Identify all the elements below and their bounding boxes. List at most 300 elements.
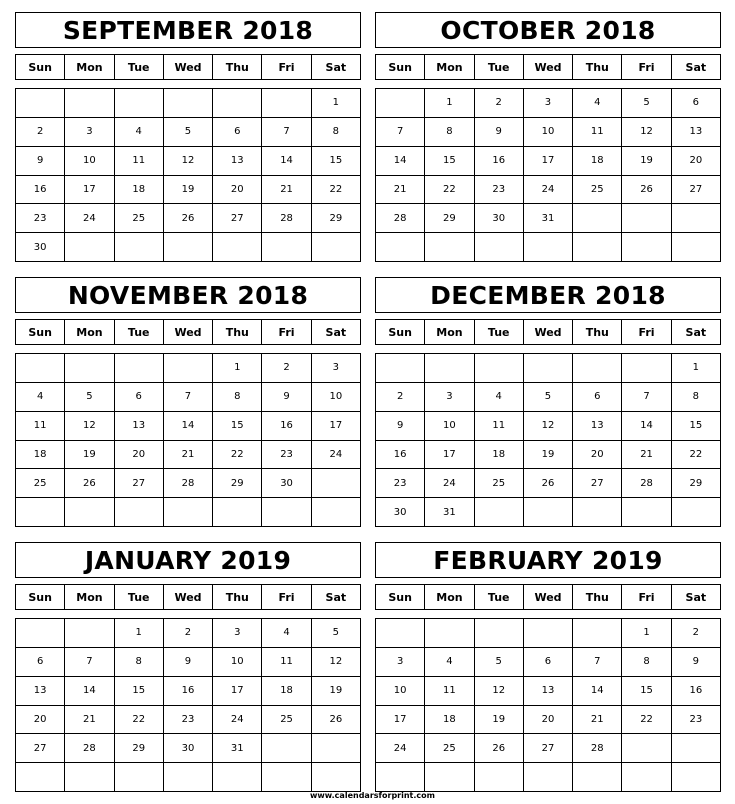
day-cell: 18 (262, 677, 311, 706)
empty-day-cell (672, 734, 721, 763)
day-grid (375, 88, 721, 262)
day-cell: 3 (213, 619, 262, 648)
day-cell: 17 (524, 147, 573, 176)
day-grid (15, 353, 361, 527)
day-cell: 19 (475, 706, 524, 735)
day-cell: 4 (573, 89, 622, 118)
day-cell: 6 (573, 383, 622, 412)
day-cell: 13 (115, 412, 164, 441)
weekday-label: Sat (312, 320, 361, 345)
day-cell: 13 (213, 147, 262, 176)
day-cell: 15 (425, 147, 474, 176)
day-cell: 3 (376, 648, 425, 677)
day-cell: 15 (622, 677, 671, 706)
empty-day-cell (622, 734, 671, 763)
weekday-label: Mon (425, 585, 474, 610)
day-cell: 21 (622, 441, 671, 470)
day-cell: 1 (213, 354, 262, 383)
empty-day-cell (524, 354, 573, 383)
weekday-label: Mon (65, 320, 114, 345)
day-cell: 22 (425, 176, 474, 205)
day-cell: 1 (425, 89, 474, 118)
weekday-label: Mon (65, 585, 114, 610)
weekday-label: Fri (622, 585, 671, 610)
weekday-label: Wed (164, 585, 213, 610)
day-cell: 3 (65, 118, 114, 147)
weekday-label: Wed (164, 320, 213, 345)
day-cell: 3 (425, 383, 474, 412)
day-cell: 11 (475, 412, 524, 441)
day-cell: 2 (262, 354, 311, 383)
empty-day-cell (524, 619, 573, 648)
day-cell: 28 (65, 734, 114, 763)
day-cell: 5 (312, 619, 361, 648)
day-cell: 1 (115, 619, 164, 648)
empty-day-cell (65, 763, 114, 792)
day-cell: 16 (262, 412, 311, 441)
empty-day-cell (262, 233, 311, 262)
month-title: DECEMBER 2018 (375, 277, 721, 313)
day-cell: 8 (622, 648, 671, 677)
day-cell: 27 (672, 176, 721, 205)
day-cell: 7 (65, 648, 114, 677)
day-cell: 12 (622, 118, 671, 147)
weekday-label: Mon (425, 55, 474, 80)
day-cell: 17 (312, 412, 361, 441)
day-cell: 26 (475, 734, 524, 763)
day-cell: 19 (622, 147, 671, 176)
weekday-header (15, 319, 361, 345)
weekday-label: Mon (425, 320, 474, 345)
day-cell: 31 (425, 498, 474, 527)
empty-day-cell (312, 498, 361, 527)
day-cell: 16 (164, 677, 213, 706)
empty-day-cell (672, 498, 721, 527)
empty-day-cell (115, 498, 164, 527)
day-cell: 10 (425, 412, 474, 441)
weekday-label: Sun (16, 320, 65, 345)
day-cell: 21 (573, 706, 622, 735)
empty-day-cell (376, 619, 425, 648)
empty-day-cell (573, 233, 622, 262)
empty-day-cell (312, 233, 361, 262)
day-cell: 22 (622, 706, 671, 735)
weekday-label: Tue (475, 320, 524, 345)
empty-day-cell (65, 89, 114, 118)
weekday-label: Wed (164, 55, 213, 80)
empty-day-cell (262, 498, 311, 527)
weekday-label: Mon (65, 55, 114, 80)
empty-day-cell (65, 498, 114, 527)
empty-day-cell (164, 763, 213, 792)
day-cell: 23 (475, 176, 524, 205)
empty-day-cell (573, 498, 622, 527)
day-cell: 9 (262, 383, 311, 412)
day-cell: 12 (524, 412, 573, 441)
day-cell: 9 (16, 147, 65, 176)
day-cell: 3 (524, 89, 573, 118)
weekday-label: Thu (573, 585, 622, 610)
day-cell: 5 (475, 648, 524, 677)
day-cell: 4 (262, 619, 311, 648)
day-grid (375, 618, 721, 792)
day-cell: 15 (213, 412, 262, 441)
day-cell: 14 (376, 147, 425, 176)
empty-day-cell (672, 204, 721, 233)
day-cell: 25 (115, 204, 164, 233)
day-cell: 19 (524, 441, 573, 470)
day-cell: 11 (425, 677, 474, 706)
day-cell: 18 (425, 706, 474, 735)
empty-day-cell (524, 233, 573, 262)
weekday-label: Sun (376, 585, 425, 610)
day-cell: 24 (213, 706, 262, 735)
month-title: OCTOBER 2018 (375, 12, 721, 48)
day-cell: 2 (475, 89, 524, 118)
day-cell: 7 (622, 383, 671, 412)
day-cell: 13 (524, 677, 573, 706)
empty-day-cell (376, 354, 425, 383)
empty-day-cell (475, 619, 524, 648)
day-cell: 27 (115, 469, 164, 498)
empty-day-cell (65, 354, 114, 383)
day-cell: 20 (115, 441, 164, 470)
day-cell: 19 (164, 176, 213, 205)
day-cell: 16 (16, 176, 65, 205)
empty-day-cell (622, 354, 671, 383)
day-cell: 29 (425, 204, 474, 233)
month-title: NOVEMBER 2018 (15, 277, 361, 313)
day-cell: 28 (622, 469, 671, 498)
day-cell: 23 (164, 706, 213, 735)
empty-day-cell (622, 763, 671, 792)
day-cell: 16 (672, 677, 721, 706)
day-cell: 4 (115, 118, 164, 147)
empty-day-cell (16, 498, 65, 527)
weekday-label: Wed (524, 55, 573, 80)
day-cell: 18 (573, 147, 622, 176)
day-cell: 11 (262, 648, 311, 677)
day-cell: 24 (312, 441, 361, 470)
weekday-label: Sun (376, 55, 425, 80)
empty-day-cell (312, 734, 361, 763)
day-cell: 21 (262, 176, 311, 205)
weekday-label: Thu (213, 585, 262, 610)
weekday-label: Fri (262, 320, 311, 345)
empty-day-cell (262, 89, 311, 118)
empty-day-cell (622, 498, 671, 527)
day-cell: 26 (312, 706, 361, 735)
empty-day-cell (475, 763, 524, 792)
day-cell: 21 (65, 706, 114, 735)
day-cell: 12 (475, 677, 524, 706)
empty-day-cell (573, 354, 622, 383)
day-cell: 28 (164, 469, 213, 498)
empty-day-cell (262, 734, 311, 763)
day-cell: 16 (475, 147, 524, 176)
day-cell: 6 (672, 89, 721, 118)
day-cell: 31 (524, 204, 573, 233)
empty-day-cell (622, 204, 671, 233)
day-cell: 19 (65, 441, 114, 470)
empty-day-cell (425, 233, 474, 262)
weekday-label: Fri (622, 55, 671, 80)
weekday-label: Sun (376, 320, 425, 345)
empty-day-cell (524, 763, 573, 792)
day-cell: 26 (164, 204, 213, 233)
weekday-label: Fri (622, 320, 671, 345)
weekday-header (375, 319, 721, 345)
day-cell: 22 (115, 706, 164, 735)
day-cell: 27 (524, 734, 573, 763)
weekday-header (375, 584, 721, 610)
month-title: FEBRUARY 2019 (375, 542, 721, 578)
day-cell: 7 (164, 383, 213, 412)
empty-day-cell (16, 763, 65, 792)
empty-day-cell (475, 354, 524, 383)
empty-day-cell (115, 763, 164, 792)
day-cell: 6 (16, 648, 65, 677)
day-cell: 27 (16, 734, 65, 763)
day-cell: 10 (524, 118, 573, 147)
day-cell: 7 (376, 118, 425, 147)
weekday-label: Wed (524, 585, 573, 610)
empty-day-cell (16, 89, 65, 118)
day-cell: 30 (16, 233, 65, 262)
empty-day-cell (573, 204, 622, 233)
day-cell: 9 (672, 648, 721, 677)
day-cell: 17 (65, 176, 114, 205)
empty-day-cell (312, 763, 361, 792)
day-cell: 22 (213, 441, 262, 470)
weekday-header (15, 584, 361, 610)
day-cell: 6 (524, 648, 573, 677)
day-cell: 14 (573, 677, 622, 706)
empty-day-cell (573, 619, 622, 648)
weekday-label: Sat (672, 320, 721, 345)
empty-day-cell (16, 354, 65, 383)
day-cell: 19 (312, 677, 361, 706)
day-cell: 23 (376, 469, 425, 498)
weekday-label: Tue (115, 585, 164, 610)
day-grid (375, 353, 721, 527)
empty-day-cell (312, 469, 361, 498)
day-cell: 2 (672, 619, 721, 648)
day-cell: 8 (312, 118, 361, 147)
day-cell: 15 (672, 412, 721, 441)
weekday-label: Sun (16, 55, 65, 80)
day-cell: 10 (65, 147, 114, 176)
day-cell: 23 (262, 441, 311, 470)
day-cell: 14 (262, 147, 311, 176)
weekday-label: Tue (475, 585, 524, 610)
day-cell: 20 (524, 706, 573, 735)
day-cell: 11 (16, 412, 65, 441)
day-cell: 29 (312, 204, 361, 233)
day-cell: 20 (573, 441, 622, 470)
weekday-label: Thu (213, 320, 262, 345)
day-cell: 10 (312, 383, 361, 412)
day-cell: 8 (425, 118, 474, 147)
empty-day-cell (164, 354, 213, 383)
empty-day-cell (213, 89, 262, 118)
day-cell: 26 (622, 176, 671, 205)
day-cell: 25 (573, 176, 622, 205)
day-cell: 31 (213, 734, 262, 763)
day-cell: 29 (115, 734, 164, 763)
weekday-label: Fri (262, 55, 311, 80)
day-cell: 4 (475, 383, 524, 412)
day-cell: 28 (376, 204, 425, 233)
weekday-label: Tue (115, 320, 164, 345)
weekday-label: Thu (573, 320, 622, 345)
day-grid (15, 618, 361, 792)
day-cell: 18 (115, 176, 164, 205)
day-cell: 20 (672, 147, 721, 176)
weekday-label: Tue (115, 55, 164, 80)
day-cell: 5 (622, 89, 671, 118)
day-cell: 5 (524, 383, 573, 412)
day-cell: 20 (213, 176, 262, 205)
empty-day-cell (213, 498, 262, 527)
day-cell: 6 (115, 383, 164, 412)
day-cell: 17 (213, 677, 262, 706)
weekday-label: Fri (262, 585, 311, 610)
day-cell: 23 (16, 204, 65, 233)
empty-day-cell (672, 763, 721, 792)
weekday-label: Sat (672, 55, 721, 80)
weekday-label: Tue (475, 55, 524, 80)
day-cell: 1 (672, 354, 721, 383)
day-cell: 15 (115, 677, 164, 706)
weekday-label: Thu (213, 55, 262, 80)
empty-day-cell (16, 619, 65, 648)
day-cell: 10 (213, 648, 262, 677)
day-cell: 1 (312, 89, 361, 118)
day-cell: 8 (115, 648, 164, 677)
day-cell: 18 (16, 441, 65, 470)
day-cell: 20 (16, 706, 65, 735)
day-cell: 11 (115, 147, 164, 176)
month-title: SEPTEMBER 2018 (15, 12, 361, 48)
day-cell: 5 (65, 383, 114, 412)
empty-day-cell (262, 763, 311, 792)
day-cell: 29 (213, 469, 262, 498)
weekday-label: Sat (312, 55, 361, 80)
day-cell: 22 (672, 441, 721, 470)
empty-day-cell (622, 233, 671, 262)
weekday-label: Thu (573, 55, 622, 80)
empty-day-cell (115, 354, 164, 383)
day-cell: 17 (376, 706, 425, 735)
empty-day-cell (672, 233, 721, 262)
empty-day-cell (573, 763, 622, 792)
empty-day-cell (475, 233, 524, 262)
month-title: JANUARY 2019 (15, 542, 361, 578)
day-cell: 1 (622, 619, 671, 648)
day-cell: 13 (672, 118, 721, 147)
weekday-header (15, 54, 361, 80)
day-cell: 29 (672, 469, 721, 498)
day-cell: 22 (312, 176, 361, 205)
empty-day-cell (376, 233, 425, 262)
day-cell: 12 (65, 412, 114, 441)
empty-day-cell (164, 498, 213, 527)
day-cell: 14 (622, 412, 671, 441)
day-grid (15, 88, 361, 262)
weekday-header (375, 54, 721, 80)
day-cell: 30 (164, 734, 213, 763)
empty-day-cell (376, 89, 425, 118)
day-cell: 5 (164, 118, 213, 147)
empty-day-cell (115, 89, 164, 118)
empty-day-cell (213, 233, 262, 262)
day-cell: 28 (573, 734, 622, 763)
day-cell: 23 (672, 706, 721, 735)
day-cell: 3 (312, 354, 361, 383)
weekday-label: Wed (524, 320, 573, 345)
day-cell: 16 (376, 441, 425, 470)
day-cell: 2 (16, 118, 65, 147)
weekday-label: Sat (312, 585, 361, 610)
day-cell: 30 (262, 469, 311, 498)
day-cell: 24 (65, 204, 114, 233)
day-cell: 7 (573, 648, 622, 677)
day-cell: 18 (475, 441, 524, 470)
day-cell: 21 (376, 176, 425, 205)
empty-day-cell (425, 619, 474, 648)
day-cell: 13 (573, 412, 622, 441)
day-cell: 12 (312, 648, 361, 677)
day-cell: 27 (213, 204, 262, 233)
empty-day-cell (213, 763, 262, 792)
day-cell: 11 (573, 118, 622, 147)
day-cell: 14 (164, 412, 213, 441)
day-cell: 24 (425, 469, 474, 498)
empty-day-cell (164, 89, 213, 118)
day-cell: 8 (213, 383, 262, 412)
day-cell: 13 (16, 677, 65, 706)
day-cell: 7 (262, 118, 311, 147)
day-cell: 15 (312, 147, 361, 176)
day-cell: 25 (475, 469, 524, 498)
day-cell: 27 (573, 469, 622, 498)
day-cell: 26 (65, 469, 114, 498)
empty-day-cell (65, 619, 114, 648)
empty-day-cell (524, 498, 573, 527)
empty-day-cell (65, 233, 114, 262)
day-cell: 6 (213, 118, 262, 147)
day-cell: 26 (524, 469, 573, 498)
day-cell: 30 (475, 204, 524, 233)
day-cell: 2 (164, 619, 213, 648)
day-cell: 4 (16, 383, 65, 412)
empty-day-cell (425, 763, 474, 792)
empty-day-cell (164, 233, 213, 262)
day-cell: 25 (16, 469, 65, 498)
weekday-label: Sat (672, 585, 721, 610)
day-cell: 8 (672, 383, 721, 412)
empty-day-cell (425, 354, 474, 383)
day-cell: 17 (425, 441, 474, 470)
day-cell: 14 (65, 677, 114, 706)
day-cell: 25 (262, 706, 311, 735)
day-cell: 2 (376, 383, 425, 412)
day-cell: 10 (376, 677, 425, 706)
day-cell: 9 (475, 118, 524, 147)
day-cell: 25 (425, 734, 474, 763)
day-cell: 9 (376, 412, 425, 441)
